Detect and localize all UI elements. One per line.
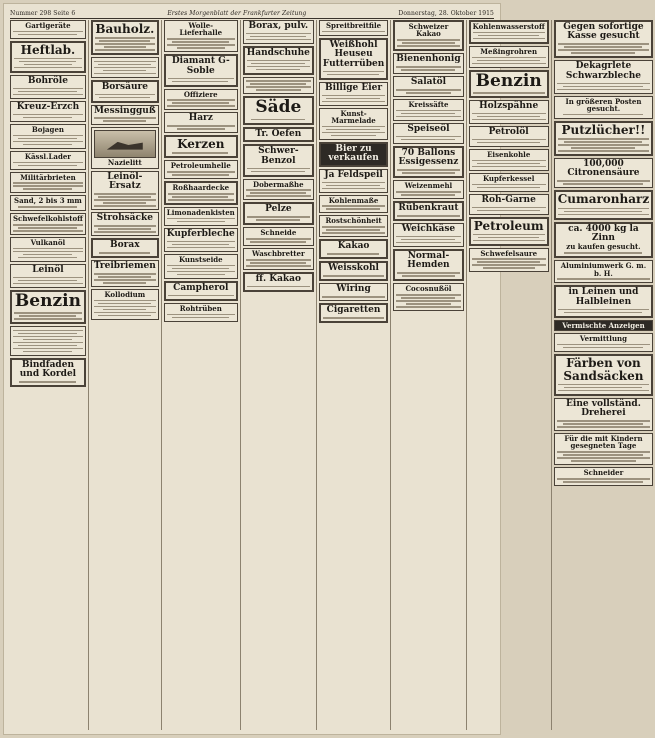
ad-bauholz: Bauholz. [91,20,159,55]
ad-heftlab: Heftlab. [10,41,86,73]
ad-cigaretten: Cigaretten [319,303,388,323]
ad-weisskohl: Weisskohl [319,261,388,281]
ad-petroloel: Petrolöl [469,126,549,147]
ad-offiziere: Offiziere [164,89,238,111]
ad-pelze: Pelze [243,202,314,225]
ad-grossere-posten: In größeren Posten gesucht. [554,96,653,119]
ad-leinoel-ersatz: Leinöl-Ersatz [91,171,159,210]
ad-picture: Nazielitt [91,127,159,168]
ad-citronensaeure: 100,000 Citronensäure [554,158,653,188]
ad-schwefelsaure: Schwefelsaure [469,248,549,273]
ad-weizenmehl: Weizenmehl [393,180,463,199]
ad-schwer-benzol: Schwer-Benzol [243,144,314,176]
ad-strohsaecke: Strohsäcke [91,212,159,236]
ad-bienenhonig: Bienenhonig [393,53,463,74]
ad-laeder: Kässl.Lader [10,151,86,170]
column-7 [469,20,552,730]
ad-hemden: Normal-Hemden [393,249,463,281]
ad-kohlenwasserstoff: Kohlenwasserstoff [469,20,549,44]
ad-eisenkohle: Eisenkohle [469,149,549,171]
ad-militaer: Militärbrieten [10,172,86,194]
ad-rosshaar: Roßhaardecke [164,181,238,205]
page-header [10,8,494,19]
ad-oefen: Tr. Oefen [243,127,314,142]
column-6 [393,20,466,730]
ad-essig: 70 Ballons Essigessenz [393,146,463,178]
ad-speiseoel: Speiseöl [393,123,463,144]
ad-misc-4 [243,77,314,95]
ad-schneider: Schneider [554,467,653,486]
ad-wiring: Wiring [319,283,388,301]
ad-cocos: Cocosnußöl [393,283,463,311]
ad-benzin-1: Benzin [10,290,86,324]
ad-leinoel: Leinöl [10,264,86,288]
column-5 [319,20,391,730]
ad-gartlgeraete: Gartlgeräte [10,20,86,39]
ad-borsaeure: Borsäure [91,80,159,103]
ad-illustration [94,130,156,158]
ad-rohtrueben: Rohtrüben [164,303,238,322]
ad-spreit: Spreitbreitfile [319,20,388,36]
ad-misc-1 [10,326,86,356]
column-8 [554,20,655,730]
ad-kunstseide: Kunstseide [164,254,238,279]
ad-leinen: in Leinen und Halbleinen [554,285,653,317]
column-3 [164,20,241,730]
ad-kinder: Für die mit Kindern gesegneten Tage [554,433,653,465]
ad-messingguss: Messingguß [91,105,159,126]
ad-borax-pulv: Borax, pulv. [243,20,314,44]
ad-zinn: ca. 4000 kg la Zinn zu kaufen gesucht. [554,222,653,259]
ad-aluminiumwerk: Aluminiumwerk G. m. b. H. [554,260,653,283]
ad-ruebenkraut: Rübenkraut [393,201,463,221]
ad-kollodium: Kollodium [91,289,159,320]
ad-kakao: Kakao [319,239,388,259]
ad-schwefel: Schwefelkohlstoff [10,213,86,235]
ad-harz: Harz [164,112,238,133]
ad-gegen-kasse: Gegen sofortige Kasse gesucht [554,20,653,58]
ad-bojagen: Bojagen [10,124,86,149]
ad-treibriemen: Treibriemen [91,260,159,287]
ad-sand: Sand, 2 bis 3 mm [10,195,86,211]
ad-handschuhe: Handschuhe [243,46,314,75]
ad-campherol: Campherol [164,281,238,301]
ad-cumaronharz: Cumaronharz [554,190,653,219]
ad-holzspaehne: Holzspähne [469,100,549,124]
newspaper-page [4,4,650,734]
ad-vermittlung: Vermittlung [554,333,653,352]
ad-petroleum: Petroleum [469,217,549,246]
ad-kohlenmasse: Kohlenmaße [319,195,388,214]
ad-waschbretter: Waschbretter [243,248,314,270]
ad-vulkanoel: Vulkanöl [10,237,86,262]
ad-wolle: Wolle- Lieferhalle [164,20,238,52]
ad-diamant: Diamant G-Soble [164,54,238,86]
ad-kupferkessel: Kupferkessel [469,173,549,192]
column-1 [10,20,89,730]
header-issue: Nummer 298 Seite 6 [10,9,76,17]
ad-kerzen: Kerzen [164,135,238,158]
ad-kupferbleche: Kupferbleche [164,228,238,252]
ad-dekagrlete: Dekagrlete Schwarzbleche [554,60,653,93]
ad-faerben: Färben von Sandsäcken [554,354,653,396]
ad-marmelade: Kunst-Marmelade [319,108,388,140]
ad-limonaden: Limonadenkisten [164,207,238,226]
ad-salatoel: Salatöl [393,76,463,97]
ad-saede: Säde [243,96,314,124]
ad-petroleumhelle: Petroleumhelle [164,160,238,179]
ad-feldspeil: Ja Feldspeil [319,169,388,193]
ad-weisshohl: Weißhohl Heuseu Futterrüben [319,38,388,80]
ad-dobermass: Dobermaßhe [243,179,314,201]
ad-kakao-ff: ff. Kakao [243,272,314,292]
ad-messingrohren: Meßingrohren [469,46,549,68]
ad-misc-2 [91,57,159,78]
ad-roh-garne: Roh-Garne [469,194,549,215]
ad-putzluecher: Putzlücher!! [554,121,653,156]
advertisement-columns [10,20,650,730]
ad-kreissaefte: Kreissäfte [393,99,463,121]
ad-schneide: Schneide [243,227,314,246]
ad-schweizer-kakao: Schweizer Kakao [393,20,463,51]
ad-borax: Borax [91,238,159,258]
ad-kreuz: Kreuz-Erzch [10,101,86,122]
ad-bohroele: Bohröle [10,75,86,99]
ad-bier: Bier zu verkaufen [319,142,388,167]
ad-eier: Billige Eier [319,82,388,106]
ad-weichkaese: Weichkäse [393,223,463,247]
ad-benzin-2: Benzin [469,70,549,98]
ad-bindfaden: Bindfaden und Kordel [10,358,86,387]
ad-dreherei: Eine vollständ. Dreherei [554,398,653,431]
header-masthead: Erstes Morgenblatt der Frankfurter Zeitung [167,9,307,17]
column-4 [243,20,317,730]
ad-rost: Rostschönheit [319,215,388,237]
header-date: Donnerstag, 28. Oktober 1915 [398,9,494,17]
column-2 [91,20,162,730]
ad-vermischte-header: Vermischte Anzeigen [554,320,653,331]
